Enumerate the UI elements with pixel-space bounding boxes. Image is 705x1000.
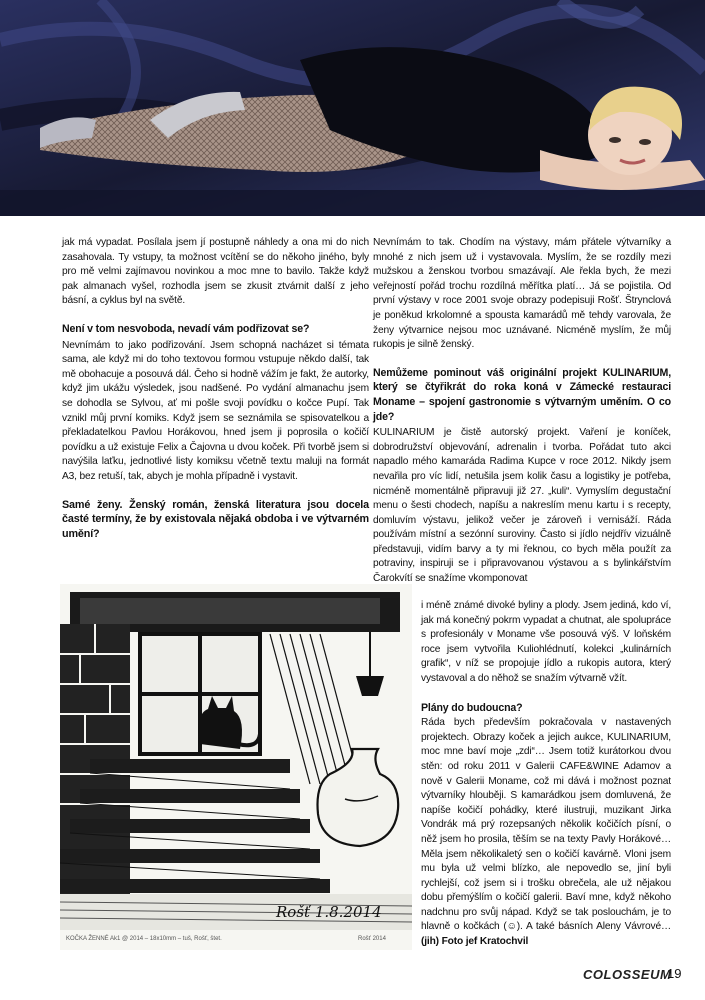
photo-credit: (jih) Foto jef Kratochvil xyxy=(421,936,529,948)
paragraph: KULINARIUM je čistě autorský projekt. Vaření je koníček, dobrodružství objevování, adrenalin i tvorba. Pořádat tuto akci napadlo mého kamaráda Radima Kupce v roce 2012. Nikdy jsem nevařila pro víc lidí, netušila jsem kolik času a logistiky je potřeba, nicméně momentálně připravuji již 27. „kuli“. Vymyslím degustační menu o šesti chodech, napíšu a nakreslím menu kartu i s recepty, domluvím výstavu, jelikož večer je zároveň i vernisáží. Ráda používám místní a sezónní suroviny. Často si jídlo nejdřív vizuálně představuji, vidím barvy a ty mi řeknou, co bych měla použít za potraviny, inspiruji se i připravovanou výstavou a s bylinkářstvím Čarokvítí se snažíme vkomponovat xyxy=(373,427,671,585)
article-right-column xyxy=(373,236,671,587)
paragraph: Nevnímám to tak. Chodím na výstavy, mám přátele výtvarníky a mnohé z nich jsem už i vystavovala. Myslím, že se rozdíly mezi mužskou a ženskou tvorbou smazávají. Ale řekla bych, že mezi veřejností pořád trochu rozdílná měřítka platí… Já se pojistila. Od první výstavy v roce 2001 svoje obrazy podepisuji Rošť. Štrynclová je poněkud krkolomné a spousta kamarádů mě tehdy varovala, že ženy výtvarnice nejsou moc uznávané. Nicméně myslím, že můj rukopis je silně ženský. xyxy=(373,237,671,351)
drawing-signature: Rošť 1.8.2014 xyxy=(276,903,382,921)
paragraph: i méně známé divoké byliny a plody. Jsem jediná, kdo ví, jak má konečný pokrm vypadat a chutnat, ale spolupráce s profesionály v Moname vše posouvá výš. V loňském roce jsem vytvořila Kuliohlédnutí, kolekci „kulinárních grafik“, v níž se propojuje jídlo a rukopis autora, který vystavoval a do něhož se snažím výtvarně vžít. xyxy=(421,600,671,684)
photo-illustration xyxy=(0,0,705,216)
drawing-illustration xyxy=(60,584,412,950)
page-number: 19 xyxy=(667,966,682,981)
article-left-column xyxy=(62,236,369,543)
drawing-caption: KOČKA ŽENNÉ Ak1 @ 2014 – 18x10mm – tuš, Rošť, štet. xyxy=(66,936,222,942)
cat-ink-drawing xyxy=(60,584,412,950)
article-right-lower-column xyxy=(421,599,671,950)
drawing-caption-date: Rošť 2014 xyxy=(358,936,386,942)
interview-question: Nemůžeme pominout váš originální projekt KULINARIUM, který se čtyřikrát do roka koná v Zámecké restauraci Moname – spojení gastronomie s výtvarným uměním. O co jde? xyxy=(373,366,671,423)
paragraph-text: Ráda bych především pokračovala v nastavených projektech. Obrazy koček a jejich aukce, KULINARIUM, moc mne baví moje „zdi“… Jsem totiž kurátorkou dvou stěn: od roku 2011 v Galerii CAFE&WINE Adamov a nově v Galerii Moname, což mi dává i možnost poznat výtvarníky hlouběji. S kamarádkou jsem domluvená, že napíše kočičí pohádky, které ilustruji, muzikant Jirka Vondrák má prý rozepsaných několik kočičích písní, o něž jsem ho prosila, těším se na texty Pavly Horákové… Měla jsem několikaletý sen o kočičí kavárně. Vloni jsem mu byla už velmi blízko, ale nepovedlo se, jiní byli rychlejší, což jsem si i trošku obrečela, ale už nějakou dobu přemýšlím o kočičí galerii. Baví mne, když někoho nadchnu pro svůj nápad. Když se tak poslouchám, je to hlavně o kočkách (☺). A také básních Aleny Vávrové… xyxy=(421,717,671,933)
paragraph: jak má vypadat. Posílala jsem jí postupně náhledy a ona mi do nich zasahovala. Ty vstupy, ta možnost vcítění se do někoho jiného, byly pro mě velmi zajímavou novinkou a moc mne to bavilo. Takže když pak almanach vyšel, rozhodla jsem se zkusit ztvárnit další z jeho básní, a cyklus byl na světě. xyxy=(62,237,369,307)
paragraph xyxy=(421,716,671,950)
magazine-brand: COLOSSEUM xyxy=(583,967,672,982)
interview-question: Plány do budoucna? xyxy=(421,701,523,714)
header-photo xyxy=(0,0,705,216)
paragraph: Nevnímám to jako podřizování. Jsem schopná nacházet si témata sama, ale když mi do toho textovou formou vstupuje někdo další, tak mě obohacuje a posouvá dál. Čeho si hodně vážím je fakt, že autorky, když jim ukážu výsledek, jsou nadšené. Po vydání almanachu jsem se dohodla se Sylvou, ať mi pošle svoji povídku o kočce Pupí. Tak vznikl můj první komiks. Když jsem se seznámila se spisovatelkou a překladatelkou Pavlou Horákovou, hned jsem ji poprosila o kočičí povídku a už existuje Felix a Čajovna u dvou koček. Při tvorbě jsem si navýšila laťku, jednotlivé listy komiksu včetně textu maluji na formát A3, bez retuší, tak, abych je mohla případně i vystavit. xyxy=(62,339,369,482)
interview-question: Samé ženy. Ženský román, ženská literatura jsou docela časté termíny, že by existovala nějaká obdoba i ve výtvarném umění? xyxy=(62,498,369,540)
interview-question: Není v tom nesvoboda, nevadí vám podřizovat se? xyxy=(62,322,310,335)
